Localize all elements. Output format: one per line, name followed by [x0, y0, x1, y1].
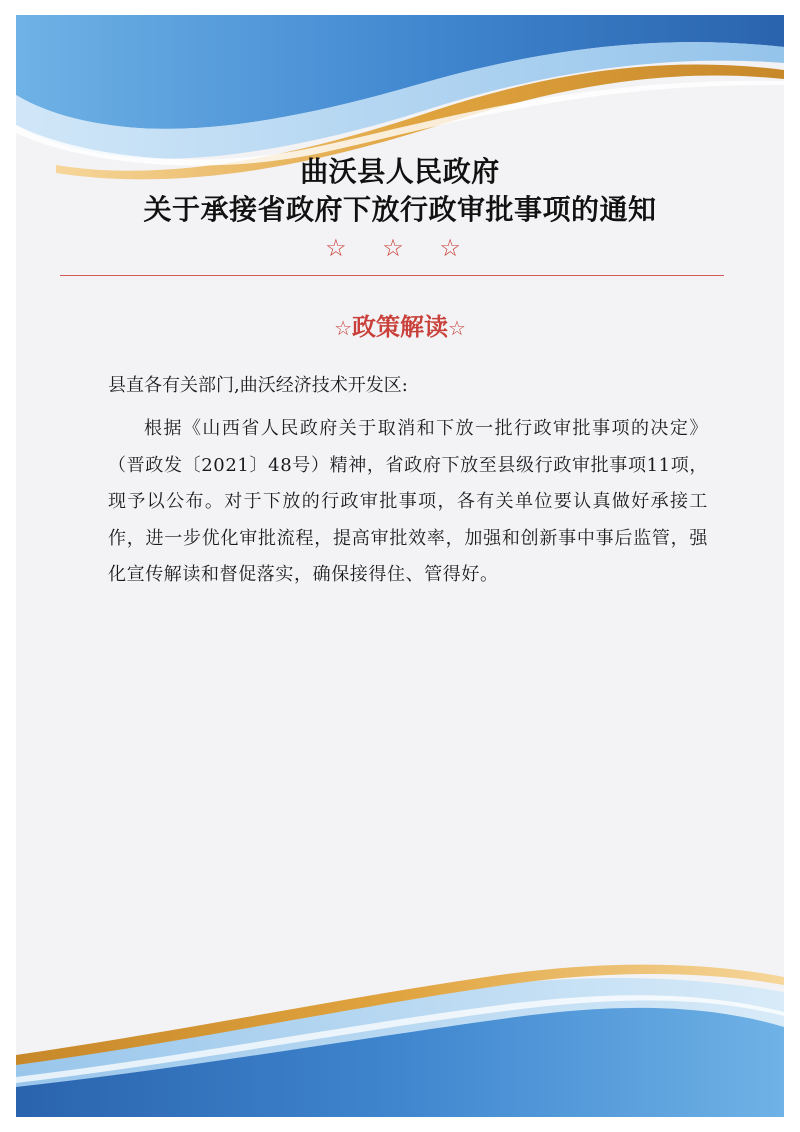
title-stars: ☆ ☆ ☆ — [325, 234, 475, 262]
notice-title-line-1: 曲沃县人民政府 — [300, 155, 500, 188]
title-divider — [60, 275, 724, 276]
bottom-wave-decoration — [16, 937, 784, 1117]
section-heading — [16, 311, 784, 344]
body-paragraph: 根据《山西省人民政府关于取消和下放一批行政审批事项的决定》（晋政发〔2021〕48号）精神，省政府下放至县级行政审批事项11项，现予以公布。对于下放的行政审批事项，各有关单位要认真做好承接工作，进一步优化审批流程，提高审批效率，加强和创新事中事后监管，强化宣传解读和督促落实，确保接得住、管得好。 — [108, 418, 708, 585]
document-page — [16, 15, 784, 1117]
star-icon: ☆ — [448, 316, 466, 340]
section-heading-text: 政策解读 — [352, 312, 448, 341]
star-icon: ☆ — [334, 316, 352, 340]
salutation: 县直各有关部门,曲沃经济技术开发区: — [108, 375, 408, 396]
notice-title-line-2: 关于承接省政府下放行政审批事项的通知 — [143, 193, 657, 226]
